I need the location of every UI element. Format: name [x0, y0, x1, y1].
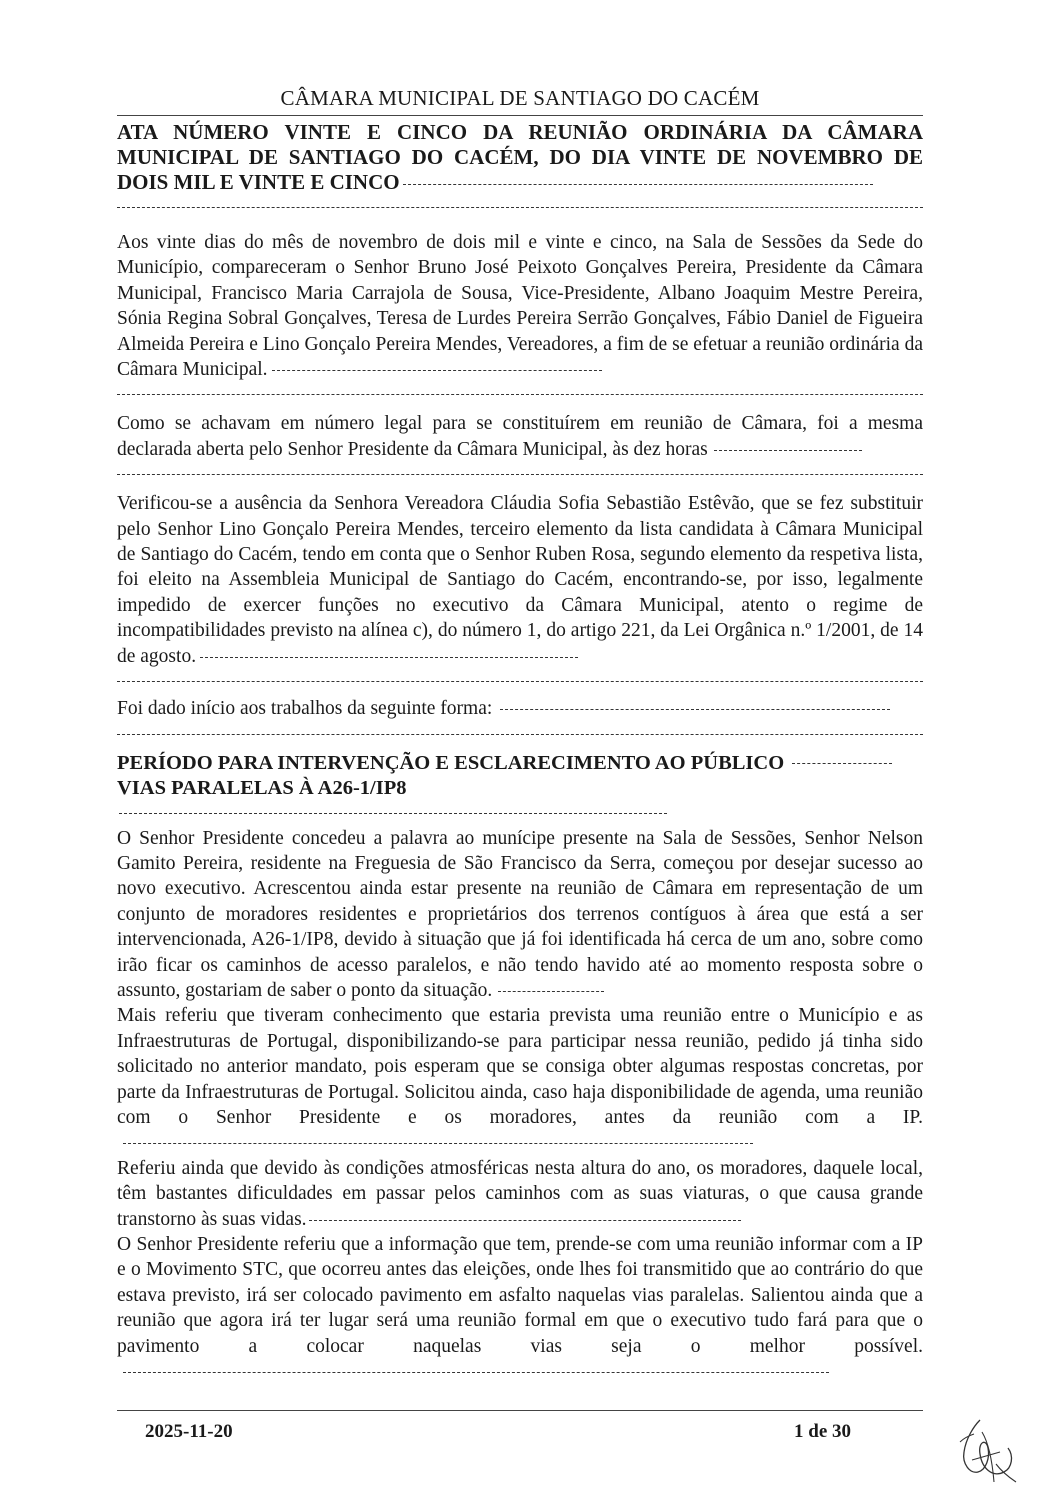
separator [117, 669, 923, 694]
section-subheading: VIAS PARALELAS À A26-1/IP8 [117, 776, 923, 826]
document-page [117, 86, 923, 1384]
section-paragraph: O Senhor Presidente referiu que a informação que tem, prende-se com uma reunião informar com a IP e o Movimento STC, que ocorreu antes das eleições, onde lhes foi transmitido que ao contrário do que estava previsto, irá ser colocado pavimento em asfalto naquelas vias paralelas. Salientou ainda que a reunião que agora irá ter lugar será uma reunião formal em que o executivo tudo fará para que o pavimento a colocar naquelas vias seja o melhor possível. [117, 1232, 923, 1384]
opening-paragraph: Como se achavam em número legal para se constituírem em reunião de Câmara, foi a mesma declarada aberta pelo Senhor Presidente da Câmara Municipal, às dez horas [117, 413, 923, 460]
footer-date: 2025-11-20 [145, 1421, 233, 1442]
section-paragraph: Mais referiu que tiveram conhecimento que estaria prevista uma reunião entre o Município e as Infraestruturas de Portugal, disponibilizando-se para participar nessa reunião, pedido já tinha sido solicitado no anterior mandato, pois esperam que se consiga obter algumas respostas concretas, por parte da Infraestruturas de Portugal. Solicitou ainda, caso haja disponibilidade de agenda, uma reunião com o Senhor Presidente e os moradores, antes da reunião com a IP. [117, 1003, 923, 1155]
page-number: 1 de 30 [794, 1421, 851, 1442]
separator [117, 462, 923, 487]
absence-paragraph: Verificou-se a ausência da Senhora Vereadora Cláudia Sofia Sebastião Estêvão, que se fez substituir pelo Senhor Lino Gonçalo Pereira Mendes, terceiro elemento da lista candidata à Câmara Municipal de Santiago do Cacém, tendo em conta que o Senhor Ruben Rosa, segundo elemento da respetiva lista, foi eleito na Assembleia Municipal de Santiago do Cacém, encontrando-se, por isso, legalmente impedido de exercer funções no executivo da Câmara Municipal, atento o regime de incompatibilidades previsto na alínea c), do número 1, do artigo 221, da Lei Orgânica n.º 1/2001, de 14 de agosto. [117, 493, 923, 667]
separator [117, 195, 923, 220]
attendance-paragraph: Aos vinte dias do mês de novembro de dois mil e vinte e cinco, na Sala de Sessões da Sede do Município, compareceram o Senhor Bruno José Peixoto Gonçalves Pereira, Presidente da Câmara Municipal, Francisco Maria Carrajola de Sousa, Vice-Presidente, Albano Joaquim Mestre Pereira, Sónia Regina Sobral Gonçalves, Teresa de Lurdes Pereira Serrão Gonçalves, Fábio Daniel de Figueira Almeida Pereira e Lino Gonçalo Pereira Mendes, Vereadores, a fim de se efetuar a reunião ordinária da Câmara Municipal. [117, 232, 923, 381]
separator [117, 722, 923, 747]
section-heading: PERÍODO PARA INTERVENÇÃO E ESCLARECIMENTO AO PÚBLICO [117, 751, 923, 776]
section-paragraph: O Senhor Presidente concedeu a palavra ao munícipe presente na Sala de Sessões, Senhor Nelson Gamito Pereira, residente na Freguesia de São Francisco da Serra, começou por desejar sucesso ao novo executivo. Acrescentou ainda estar presente na reunião de Câmara em representação de um conjunto de moradores residentes e proprietários dos terrenos contíguos à área que está a ser intervencionada, A26-1/IP8, devido à situação que já foi identificada há cerca de um ano, sobre como irão ficar os caminhos de acesso paralelos, e não tendo havido até ao momento resposta sobre o assunto, gostariam de saber o ponto da situação. [117, 827, 923, 1001]
section-paragraph: Referiu ainda que devido às condições atmosféricas nesta altura do ano, os moradores, daquele local, têm bastantes dificuldades em passar pelos caminhos com as suas viaturas, o que causa grande transtorno às suas vidas. [117, 1157, 923, 1230]
handwritten-signature-icon [952, 1412, 1022, 1490]
separator [117, 382, 923, 407]
minutes-title: ATA NÚMERO VINTE E CINCO DA REUNIÃO ORDINÁRIA DA CÂMARA MUNICIPAL DE SANTIAGO DO CACÉM, DO DIA VINTE DE NOVEMBRO DE DOIS MIL E VINTE E CINCO [117, 120, 923, 194]
start-paragraph: Foi dado início aos trabalhos da seguinte forma: [117, 696, 923, 721]
page-footer [117, 1410, 923, 1442]
institution-header: CÂMARA MUNICIPAL DE SANTIAGO DO CACÉM [117, 86, 923, 116]
